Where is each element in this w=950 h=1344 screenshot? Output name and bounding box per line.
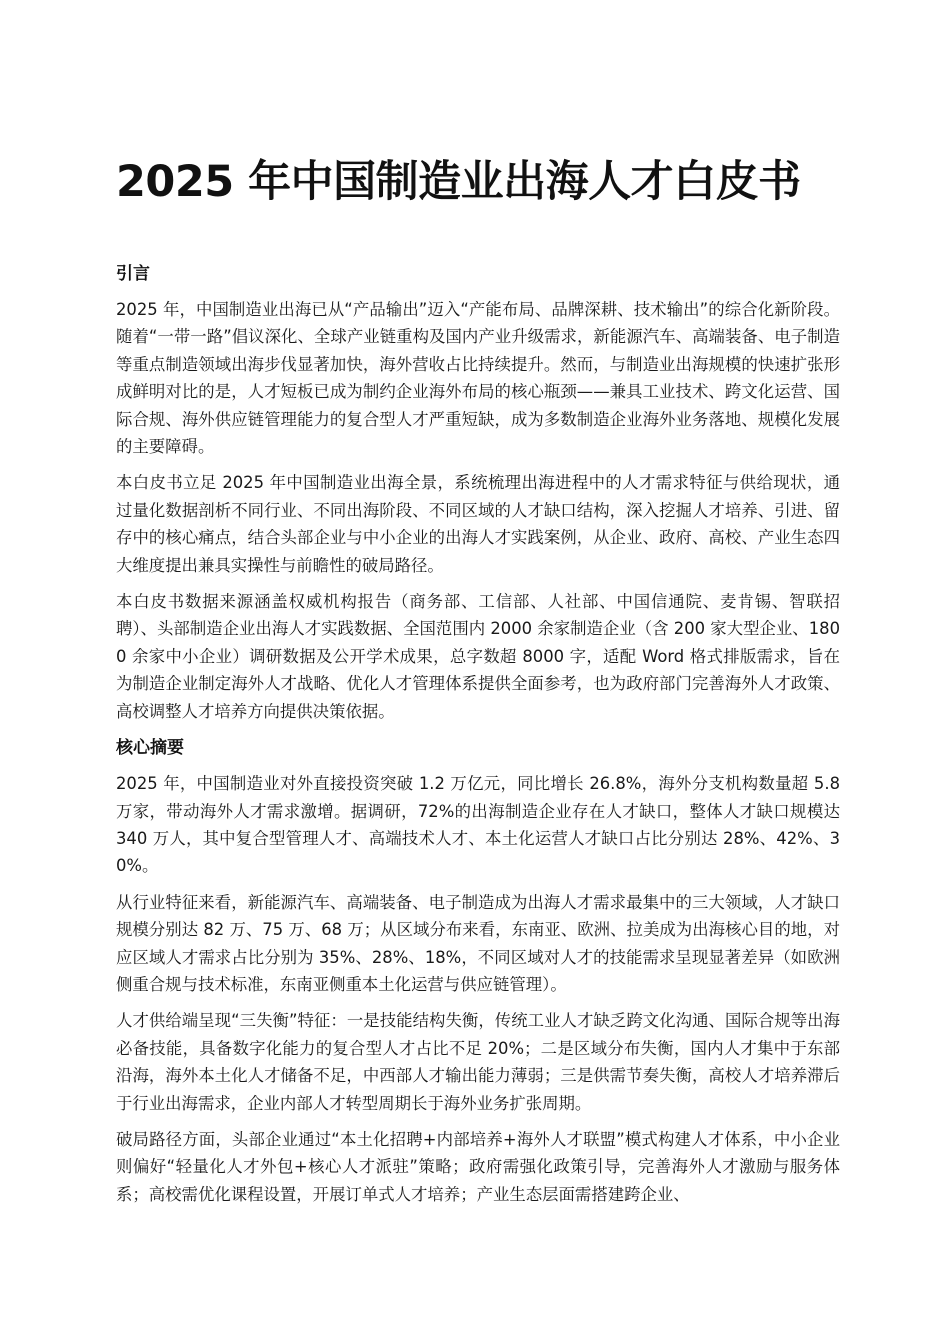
document-title: 2025 年中国制造业出海人才白皮书 <box>116 157 801 207</box>
section-heading-core-summary: 核心摘要 <box>116 738 184 759</box>
section-core-summary <box>116 736 840 1208</box>
document-page <box>116 152 840 1217</box>
paragraph: 2025 年，中国制造业出海已从“产品输出”迈入“产能布局、品牌深耕、技术输出”的综合化新阶段。随着“一带一路”倡议深化、全球产业链重构及国内产业升级需求，新能源汽车、高端装备、电子制造等重点制造领域出海步伐显著加快，海外营收占比持续提升。然而，与制造业出海规模的快速扩张形成鲜明对比的是，人才短板已成为制约企业海外布局的核心瓶颈——兼具工业技术、跨文化运营、国际合规、海外供应链管理能力的复合型人才严重短缺，成为多数制造企业海外业务落地、规模化发展的主要障碍。 <box>116 300 840 457</box>
paragraph: 本白皮书立足 2025 年中国制造业出海全景，系统梳理出海进程中的人才需求特征与供给现状，通过量化数据剖析不同行业、不同出海阶段、不同区域的人才缺口结构，深入挖掘人才培养、引进、留存中的核心痛点，结合头部企业与中小企业的出海人才实践案例，从企业、政府、高校、产业生态四大维度提出兼具实操性与前瞻性的破局路径。 <box>116 473 840 575</box>
paragraph: 2025 年，中国制造业对外直接投资突破 1.2 万亿元，同比增长 26.8%，海外分支机构数量超 5.8 万家，带动海外人才需求激增。据调研，72%的出海制造企业存在人才缺口，整体人才缺口规模达 340 万人，其中复合型管理人才、高端技术人才、本土化运营人才缺口占比分别达 28%、42%、30%。 <box>116 774 840 876</box>
section-introduction <box>116 262 840 725</box>
section-heading-introduction: 引言 <box>116 264 150 284</box>
paragraph: 人才供给端呈现“三失衡”特征：一是技能结构失衡，传统工业人才缺乏跨文化沟通、国际合规等出海必备技能，具备数字化能力的复合型人才占比不足 20%；二是区域分布失衡，国内人才集中于东部沿海，海外本土化人才储备不足，中西部人才输出能力薄弱；三是供需节奏失衡，高校人才培养滞后于行业出海需求，企业内部人才转型周期长于海外业务扩张周期。 <box>116 1011 840 1113</box>
paragraph: 破局路径方面，头部企业通过“本土化招聘+内部培养+海外人才联盟”模式构建人才体系，中小企业则偏好“轻量化人才外包+核心人才派驻”策略；政府需强化政策引导，完善海外人才激励与服务体系；高校需优化课程设置，开展订单式人才培养；产业生态层面需搭建跨企业、 <box>116 1129 840 1204</box>
paragraph: 从行业特征来看，新能源汽车、高端装备、电子制造成为出海人才需求最集中的三大领域，人才缺口规模分别达 82 万、75 万、68 万；从区域分布来看，东南亚、欧洲、拉美成为出海核心目的地，对应区域人才需求占比分别为 35%、28%、18%，不同区域对人才的技能需求呈现显著差异（如欧洲侧重合规与技术标准，东南亚侧重本土化运营与供应链管理）。 <box>116 892 840 994</box>
paragraph: 本白皮书数据来源涵盖权威机构报告（商务部、工信部、人社部、中国信通院、麦肯锡、智联招聘）、头部制造企业出海人才实践数据、全国范围内 2000 余家制造企业（含 200 家大型企业、1800 余家中小企业）调研数据及公开学术成果，总字数超 8000 字，适配 Word 格式排版需求，旨在为制造企业制定海外人才战略、优化人才管理体系提供全面参考，也为政府部门完善海外人才政策、高校调整人才培养方向提供决策依据。 <box>116 592 840 721</box>
